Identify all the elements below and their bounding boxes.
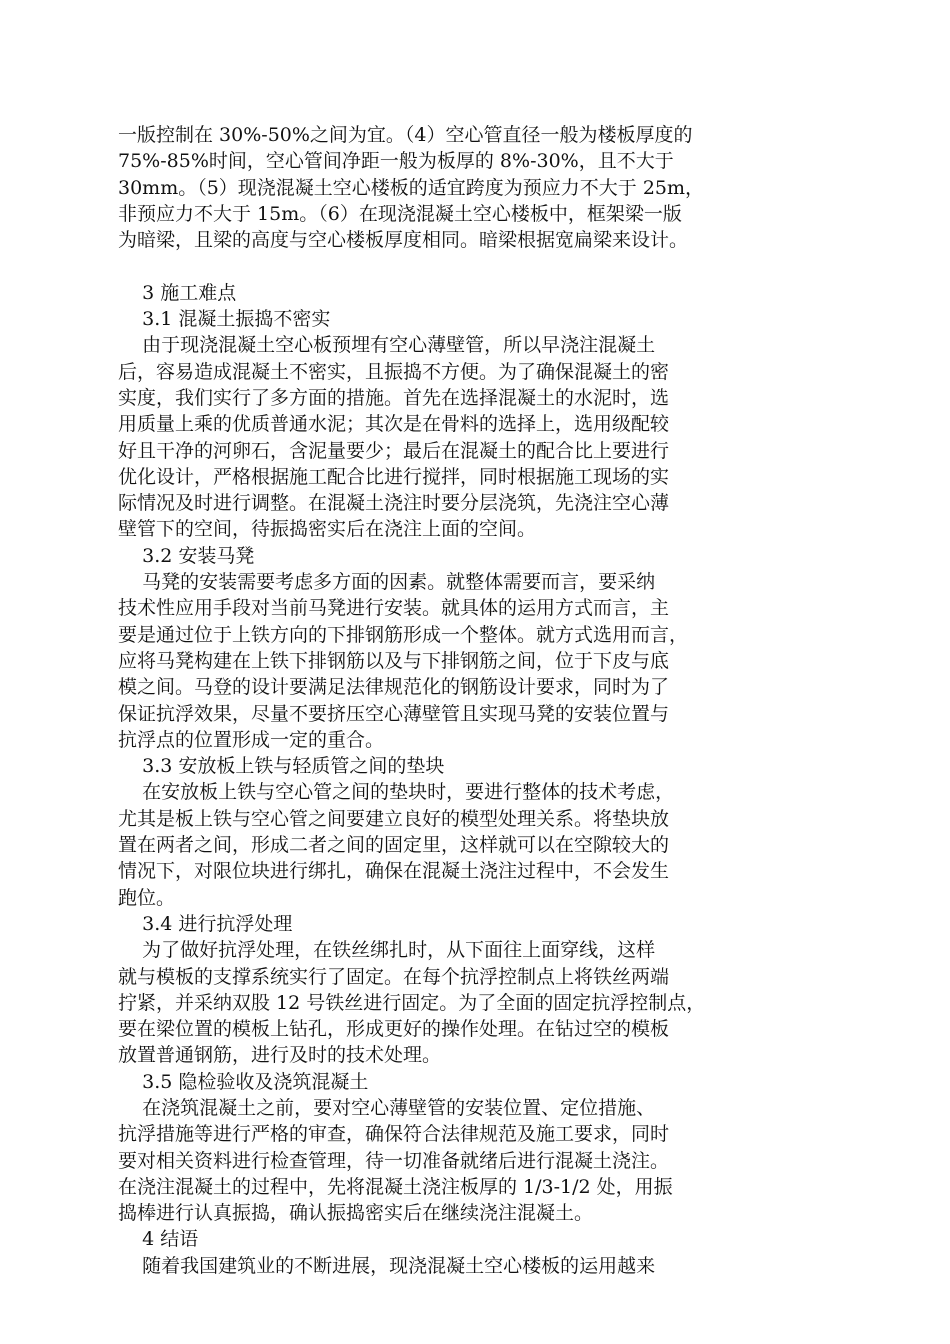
paragraph-line: 马凳的安装需要考虑多方面的因素。就整体需要而言，要采纳 [118,571,656,594]
document-body [118,122,818,1279]
subsection-heading-3-3: 3.3 安放板上铁与轻质管之间的垫块 [118,755,445,778]
paragraph-line: 保证抗浮效果，尽量不要挤压空心薄壁管且实现马凳的安装位置与 [118,702,670,725]
paragraph-line: 优化设计，严格根据施工配合比进行搅拌，同时根据施工现场的实 [118,465,670,488]
paragraph-line: 跑位。 [118,886,176,909]
paragraph-line: 抗浮措施等进行严格的审查，确保符合法律规范及施工要求，同时 [118,1123,670,1146]
paragraph-line: 情况下，对限位块进行绑扎，确保在混凝土浇注过程中，不会发生 [118,860,670,883]
paragraph-line: 为暗梁，且梁的高度与空心楼板厚度相同。暗梁根据宽扁梁来设计。 [118,229,689,252]
paragraph-line: 30mm。（5）现浇混凝土空心楼板的适宜跨度为预应力不大于 25m， [118,176,705,199]
subsection-heading-3-4: 3.4 进行抗浮处理 [118,912,293,935]
blank-line [118,253,818,279]
paragraph-line: 在安放板上铁与空心管之间的垫块时，要进行整体的技术考虑， [118,781,675,804]
paragraph-line: 要对相关资料进行检查管理，待一切准备就绪后进行混凝土浇注。 [118,1149,670,1172]
paragraph-line: 就与模板的支撑系统实行了固定。在每个抗浮控制点上将铁丝两端 [118,965,670,988]
paragraph-line: 壁管下的空间，待振捣密实后在浇注上面的空间。 [118,518,537,541]
paragraph-line: 用质量上乘的优质普通水泥；其次是在骨料的选择上，选用级配较 [118,413,670,436]
paragraph-line: 要在梁位置的模板上钻孔，形成更好的操作处理。在钻过空的模板 [118,1018,670,1041]
paragraph-line: 在浇注混凝土的过程中，先将混凝土浇注板厚的 1/3-1/2 处，用振 [118,1175,673,1198]
paragraph-line: 后，容易造成混凝土不密实，且振捣不方便。为了确保混凝土的密 [118,360,670,383]
paragraph-line: 放置普通钢筋，进行及时的技术处理。 [118,1044,442,1067]
section-heading-4: 4 结语 [118,1228,199,1251]
subsection-heading-3-2: 3.2 安装马凳 [118,544,255,567]
paragraph-line: 捣棒进行认真振捣，确认振捣密实后在继续浇注混凝土。 [118,1202,594,1225]
subsection-heading-3-5: 3.5 隐检验收及浇筑混凝土 [118,1070,369,1093]
paragraph-line: 置在两者之间，形成二者之间的固定里，这样就可以在空隙较大的 [118,834,670,857]
paragraph-line: 实度，我们实行了多方面的措施。首先在选择混凝土的水泥时，选 [118,386,670,409]
paragraph-line: 技术性应用手段对当前马凳进行安装。就具体的运用方式而言，主 [118,597,670,620]
paragraph-line: 应将马凳构建在上铁下排钢筋以及与下排钢筋之间，位于下皮与底 [118,649,670,672]
paragraph-line: 抗浮点的位置形成一定的重合。 [118,728,385,751]
paragraph-line: 尤其是板上铁与空心管之间要建立良好的模型处理关系。将垫块放 [118,807,670,830]
paragraph-line: 随着我国建筑业的不断进展，现浇混凝土空心楼板的运用越来 [118,1254,656,1277]
paragraph-line: 在浇筑混凝土之前，要对空心薄壁管的安装位置、定位措施、 [118,1096,656,1119]
paragraph-line: 75%-85%时间，空心管间净距一般为板厚的 8%-30%，且不大于 [118,150,674,173]
paragraph-line: 非预应力不大于 15m。（6）在现浇混凝土空心楼板中，框架梁一版 [118,202,682,225]
paragraph-line: 为了做好抗浮处理，在铁丝绑扎时，从下面往上面穿线，这样 [118,939,656,962]
paragraph-line: 模之间。马登的设计要满足法律规范化的钢筋设计要求，同时为了 [118,676,670,699]
subsection-heading-3-1: 3.1 混凝土振捣不密实 [118,308,331,331]
paragraph-line: 际情况及时进行调整。在混凝土浇注时要分层浇筑，先浇注空心薄 [118,492,670,515]
paragraph-line: 一版控制在 30%-50%之间为宜。（4）空心管直径一般为楼板厚度的 [118,124,693,146]
paragraph-line: 拧紧，并采纳双股 12 号铁丝进行固定。为了全面的固定抗浮控制点， [118,991,706,1014]
paragraph-line: 要是通过位于上铁方向的下排钢筋形成一个整体。就方式选用而言， [118,623,689,646]
paragraph-line: 好且干净的河卵石，含泥量要少；最后在混凝土的配合比上要进行 [118,439,670,462]
section-heading-3: 3 施工难点 [118,281,237,304]
paragraph-line: 由于现浇混凝土空心板预埋有空心薄壁管，所以早浇注混凝土 [118,334,656,357]
